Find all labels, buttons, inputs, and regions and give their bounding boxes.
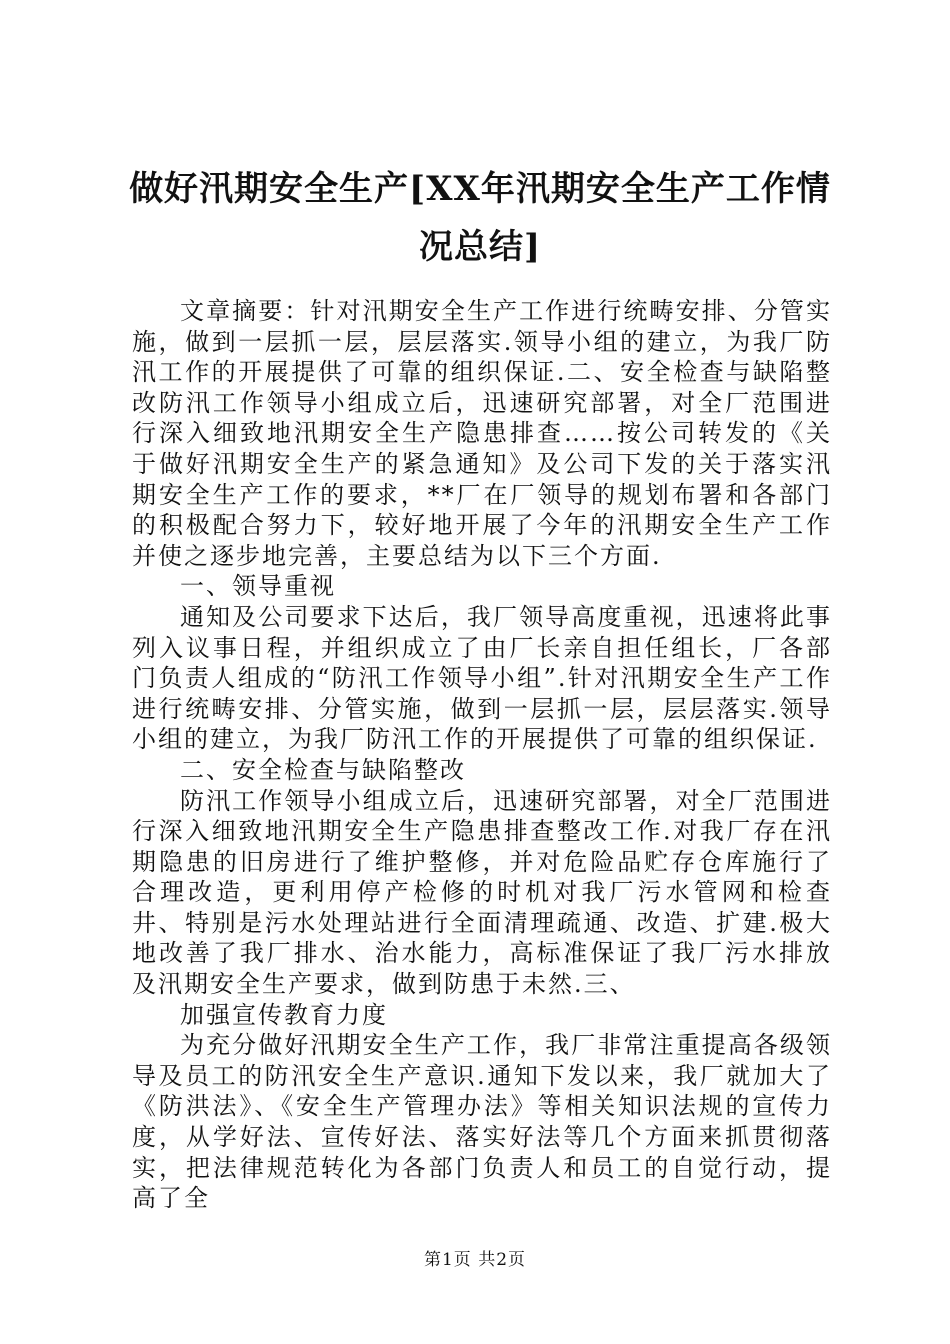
section-2-paragraph: 防汛工作领导小组成立后，迅速研究部署，对全厂范围进行深入细致地汛期安全生产隐患排查整改工作.对我厂存在汛期隐患的旧房进行了维护整修，并对危险品贮存仓库施行了合理改造，更利用停产检修的时机对我厂污水管网和检查井、特别是污水处理站进行全面清理疏通、改造、扩建.极大地改善了我厂排水、治水能力，高标准保证了我厂污水排放及汛期安全生产要求，做到防患于未然.三、 [132,786,832,999]
section-heading-1: 一、领导重视 [180,572,336,601]
page-footer: 第1页 共2页 [423,1250,527,1270]
document-title: 做好汛期安全生产[XX年汛期安全生产工作情况总结] [129,169,831,267]
section-1-paragraph: 通知及公司要求下达后，我厂领导高度重视，迅速将此事列入议事日程，并组织成立了由厂长亲自担任组长，厂各部门负责人组成的“防汛工作领导小组”.针对汛期安全生产工作进行统畴安排、分管实施，做到一层抓一层，层层落实.领导小组的建立，为我厂防汛工作的开展提供了可靠的组织保证. [132,602,832,754]
document-body [132,296,832,1214]
section-3-paragraph: 为充分做好汛期安全生产工作，我厂非常注重提高各级领导及员工的防汛安全生产意识.通知下发以来，我厂就加大了《防洪法》、《安全生产管理办法》等相关知识法规的宣传力度，从学好法、宣传好法、落实好法等几个方面来抓贯彻落实，把法律规范转化为各部门负责人和员工的自觉行动，提高了全 [132,1031,832,1213]
abstract-paragraph: 文章摘要：针对汛期安全生产工作进行统畴安排、分管实施，做到一层抓一层，层层落实.领导小组的建立，为我厂防汛工作的开展提供了可靠的组织保证.二、安全检查与缺陷整改防汛工作领导小组成立后，迅速研究部署，对全厂范围进行深入细致地汛期安全生产隐患排查……按公司转发的《关于做好汛期安全生产的紧急通知》及公司下发的关于落实汛期安全生产工作的要求，**厂在厂领导的规划布署和各部门的积极配合努力下，较好地开展了今年的汛期安全生产工作并使之逐步地完善，主要总结为以下三个方面. [132,297,832,570]
section-heading-3: 加强宣传教育力度 [180,1000,388,1029]
section-heading-2: 二、安全检查与缺陷整改 [180,755,466,784]
